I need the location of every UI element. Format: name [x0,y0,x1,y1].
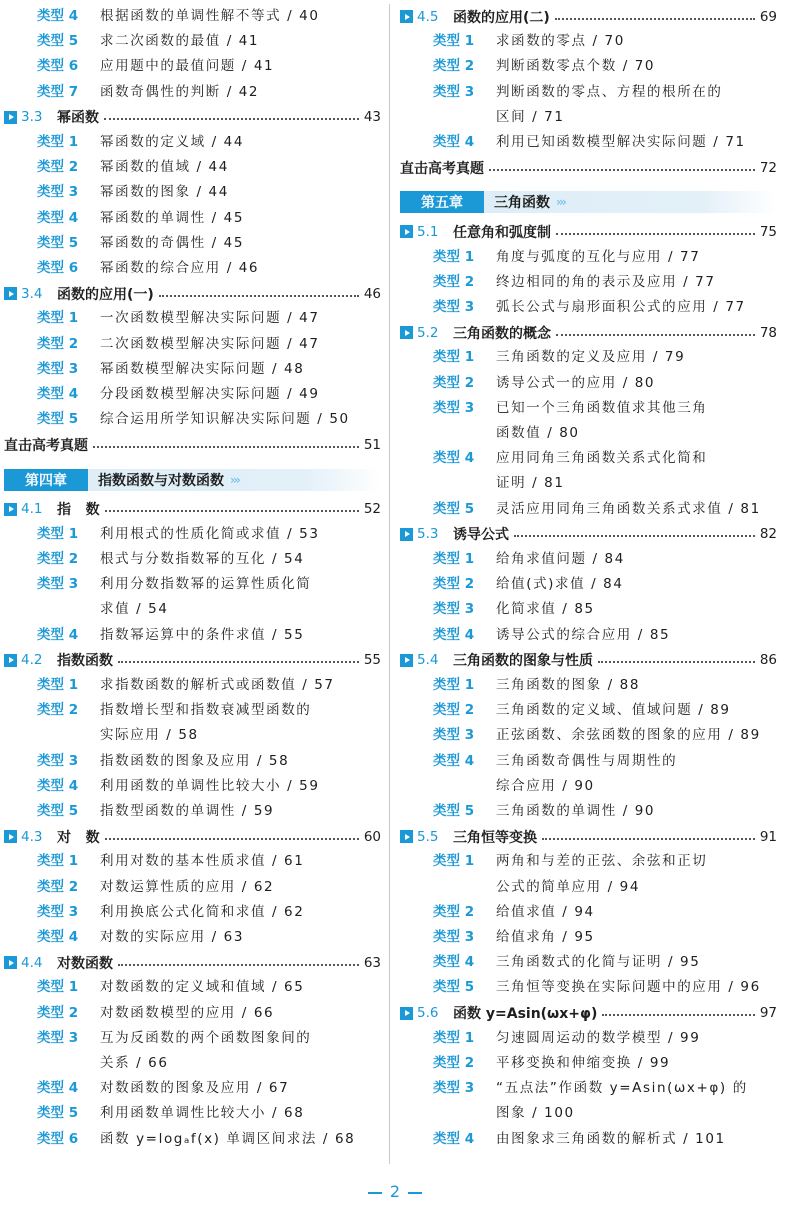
type-text: 一次函数模型解决实际问题 / 47 [100,310,320,327]
type-entry[interactable] [400,1127,777,1152]
dot-leader [118,661,359,663]
section-page: 82 [759,526,777,543]
section-heading-s44[interactable] [4,950,381,975]
type-text: 三角函数的单调性 / 90 [496,803,656,819]
type-label: 类型 5 [37,411,79,428]
chevron-decoration-icon: ››› [230,472,239,487]
section-page: 97 [759,1005,777,1022]
type-label: 类型 3 [37,576,79,593]
type-text: 三角函数奇偶性与周期性的 综合应用 / 90 [496,752,678,794]
type-text: 三角函数式的化简与证明 / 95 [496,954,701,971]
play-arrow-icon [400,654,413,667]
right-column [400,4,777,1152]
exam-review-page: 51 [363,437,381,454]
chapter-banner [400,191,777,213]
type-entry[interactable] [400,623,777,648]
exam-review-entry[interactable] [400,155,777,180]
type-text: 综合运用所学知识解决实际问题 / 50 [100,411,350,428]
type-entry[interactable] [4,80,381,105]
type-label: 类型 6 [37,58,79,75]
type-text: 幂函数的值域 / 44 [100,159,229,176]
type-entry[interactable] [4,29,381,54]
type-label: 类型 3 [37,184,79,201]
type-entry[interactable] [4,1101,381,1126]
dot-leader [602,1014,754,1016]
type-label: 类型 4 [433,134,475,150]
column-divider [389,4,390,1164]
section-number: 4.1 [21,501,43,518]
type-label: 类型 4 [37,1080,79,1097]
type-text: 指数增长型和指数衰减型函数的 实际应用 / 58 [100,702,312,744]
section-heading-s43[interactable] [4,824,381,849]
type-label: 类型 3 [433,83,475,100]
type-text: 利用已知函数模型解决实际问题 / 71 [496,134,746,150]
type-entry[interactable] [400,54,777,79]
section-title: 三角函数的概念 [453,325,551,342]
dot-leader [556,334,755,336]
type-label: 类型 4 [37,8,79,24]
type-entry[interactable] [4,4,381,29]
type-entry[interactable] [400,698,777,723]
type-text: 根据函数的单调性解不等式 / 40 [100,8,320,24]
type-entry[interactable] [400,799,777,824]
type-entry[interactable] [400,270,777,295]
type-text: 判断函数的零点、方程的根所在的 区间 / 71 [496,83,723,125]
type-entry[interactable] [4,306,381,331]
type-entry[interactable] [400,925,777,950]
section-heading-s33[interactable] [4,105,381,130]
type-text: 幂函数的定义域 / 44 [100,134,245,150]
chapter-label: 第四章 [4,469,88,491]
exam-review-title: 直击高考真题 [400,160,484,177]
section-number: 5.3 [417,526,439,543]
type-text: 求函数的零点 / 70 [496,33,625,50]
type-label: 类型 2 [433,374,475,391]
type-entry[interactable] [4,673,381,698]
type-entry[interactable] [4,155,381,180]
section-heading-s54[interactable] [400,648,777,673]
chapter-title: 三角函数 [494,195,550,212]
type-entry[interactable] [400,572,777,597]
type-text: 由图象求三角函数的解析式 / 101 [496,1130,726,1147]
type-label: 类型 2 [37,1004,79,1021]
type-text: 利用根式的性质化简或求值 / 53 [100,525,320,542]
type-label: 类型 5 [37,1105,79,1122]
play-arrow-icon [4,830,17,843]
exam-review-page: 72 [759,159,777,176]
chapter-banner [4,469,381,491]
section-number: 3.3 [21,109,43,126]
type-entry[interactable] [400,1051,777,1076]
chevron-decoration-icon: ››› [556,195,565,210]
type-text: 应用题中的最值问题 / 41 [100,58,275,75]
type-text: 弧长公式与扇形面积公式的应用 / 77 [496,298,746,315]
type-label: 类型 1 [37,677,79,693]
type-text: 幂函数的单调性 / 45 [100,209,245,226]
type-label: 类型 3 [37,1029,79,1046]
page-number: 2 [389,1182,401,1201]
section-heading-s42[interactable] [4,648,381,673]
section-heading-s34[interactable] [4,281,381,306]
section-number: 4.3 [21,828,43,845]
type-entry[interactable] [4,1026,381,1076]
type-entry[interactable] [400,245,777,270]
play-arrow-icon [400,326,413,339]
type-entry[interactable] [4,231,381,256]
type-label: 类型 5 [37,803,79,820]
section-page: 86 [759,652,777,669]
type-text: 给值求角 / 95 [496,929,595,945]
type-label: 类型 2 [37,702,79,719]
play-arrow-icon [400,10,413,23]
type-label: 类型 2 [433,576,475,593]
section-page: 91 [759,828,777,845]
type-label: 类型 4 [37,626,79,643]
type-label: 类型 1 [37,134,79,150]
type-entry[interactable] [4,180,381,205]
section-page: 52 [363,501,381,518]
type-entry[interactable] [4,1001,381,1026]
type-label: 类型 4 [433,1130,475,1147]
dot-leader [514,535,755,537]
type-label: 类型 3 [433,399,475,416]
section-heading-s41[interactable] [4,497,381,522]
type-text: 利用函数的单调性比较大小 / 59 [100,777,320,794]
type-label: 类型 2 [37,159,79,176]
type-text: 角度与弧度的互化与应用 / 77 [496,248,701,265]
type-entry[interactable] [4,1127,381,1152]
type-label: 类型 4 [37,777,79,794]
type-label: 类型 4 [433,752,475,769]
footer-dash-left [368,1192,382,1194]
type-entry[interactable] [400,597,777,622]
type-entry[interactable] [4,975,381,1000]
section-title: 诱导公式 [453,527,509,544]
section-title: 函数的应用(一) [57,286,154,303]
type-label: 类型 4 [433,954,475,971]
type-label: 类型 5 [37,234,79,251]
type-text: 诱导公式的综合应用 / 85 [496,626,671,643]
type-entry[interactable] [400,975,777,1000]
type-text: 指数函数的图象及应用 / 58 [100,752,290,769]
dot-leader [598,661,755,663]
type-entry[interactable] [4,547,381,572]
type-text: 灵活应用同角三角函数关系式求值 / 81 [496,500,761,517]
section-title: 三角恒等变换 [453,829,537,846]
section-page: 43 [363,109,381,126]
type-entry[interactable] [4,54,381,79]
type-label: 类型 2 [433,273,475,290]
type-entry[interactable] [400,497,777,522]
page-footer [0,1182,790,1201]
section-title: 幂函数 [57,110,99,127]
type-label: 类型 2 [37,335,79,352]
type-text: 对数的实际应用 / 63 [100,929,245,946]
type-entry[interactable] [4,623,381,648]
type-entry[interactable] [400,749,777,799]
type-entry[interactable] [4,875,381,900]
section-number: 5.5 [417,828,439,845]
play-arrow-icon [4,654,17,667]
type-label: 类型 2 [433,58,475,75]
section-page: 75 [759,223,777,240]
type-text: 终边相同的角的表示及应用 / 77 [496,273,716,290]
section-title: 任意角和弧度制 [453,224,551,241]
type-text: 平移变换和伸缩变换 / 99 [496,1055,671,1071]
type-entry[interactable] [4,749,381,774]
type-entry[interactable] [400,396,777,446]
section-page: 69 [759,8,777,25]
type-label: 类型 2 [433,1055,475,1071]
type-label: 类型 2 [433,702,475,719]
type-text: 利用函数单调性比较大小 / 68 [100,1105,305,1122]
section-title: 三角函数的图象与性质 [453,653,593,670]
type-label: 类型 3 [433,929,475,945]
play-arrow-icon [4,956,17,969]
section-title: 指 数 [57,502,100,519]
type-entry[interactable] [4,1076,381,1101]
type-label: 类型 1 [37,310,79,327]
type-label: 类型 1 [433,349,475,366]
type-label: 类型 5 [433,979,475,996]
play-arrow-icon [400,528,413,541]
type-label: 类型 1 [433,676,475,693]
section-heading-s51[interactable] [400,219,777,244]
type-label: 类型 3 [37,903,79,920]
section-number: 4.4 [21,954,43,971]
type-text: 利用换底公式化简和求值 / 62 [100,903,305,920]
section-heading-s45[interactable] [400,4,777,29]
type-text: 三角函数的图象 / 88 [496,676,641,693]
dot-leader [105,510,359,512]
play-arrow-icon [400,830,413,843]
section-number: 4.2 [21,652,43,669]
type-entry[interactable] [400,1076,777,1126]
exam-review-entry[interactable] [4,432,381,457]
type-entry[interactable] [4,849,381,874]
type-label: 类型 4 [433,626,475,643]
type-entry[interactable] [4,206,381,231]
dot-leader [105,838,359,840]
type-label: 类型 4 [37,929,79,946]
type-entry[interactable] [4,522,381,547]
type-text: 给值求值 / 94 [496,903,595,920]
type-entry[interactable] [4,256,381,281]
type-entry[interactable] [4,774,381,799]
section-title: 对 数 [57,829,100,846]
type-text: 对数函数模型的应用 / 66 [100,1004,275,1021]
type-label: 类型 5 [433,803,475,819]
type-text: 指数幂运算中的条件求值 / 55 [100,626,305,643]
section-title: 指数函数 [57,653,113,670]
chapter-title: 指数函数与对数函数 [98,472,224,489]
dot-leader [118,964,359,966]
section-page: 46 [363,285,381,302]
type-label: 类型 7 [37,83,79,100]
type-text: 正弦函数、余弦函数的图象的应用 / 89 [496,727,761,744]
type-label: 类型 1 [37,979,79,996]
type-text: 诱导公式一的应用 / 80 [496,374,656,391]
type-entry[interactable] [4,900,381,925]
type-entry[interactable] [400,950,777,975]
section-heading-s53[interactable] [400,522,777,547]
footer-dash-right [408,1192,422,1194]
dot-leader [104,118,359,120]
left-column [4,4,381,1152]
section-heading-s55[interactable] [400,824,777,849]
type-label: 类型 1 [37,525,79,542]
type-label: 类型 1 [433,1029,475,1046]
type-text: 根式与分数指数幂的互化 / 54 [100,551,305,567]
play-arrow-icon [4,111,17,124]
type-text: 应用同角三角函数关系式化简和 证明 / 81 [496,450,708,492]
section-number: 3.4 [21,285,43,302]
type-text: 分段函数模型解决实际问题 / 49 [100,386,320,403]
type-label: 类型 1 [37,853,79,870]
type-text: 幂函数的图象 / 44 [100,184,229,201]
section-number: 5.4 [417,652,439,669]
type-entry[interactable] [4,572,381,622]
dot-leader [93,446,359,448]
section-number: 5.6 [417,1005,439,1022]
type-label: 类型 4 [37,386,79,403]
type-text: 函数奇偶性的判断 / 42 [100,83,260,100]
type-text: 给角求值问题 / 84 [496,550,625,567]
type-label: 类型 1 [433,550,475,567]
section-page: 78 [759,324,777,341]
type-text: 已知一个三角函数值求其他三角 函数值 / 80 [496,399,708,441]
type-entry[interactable] [4,332,381,357]
type-text: 求二次函数的最值 / 41 [100,33,260,50]
section-page: 55 [363,652,381,669]
type-text: 指数型函数的单调性 / 59 [100,803,275,820]
type-text: 匀速圆周运动的数学模型 / 99 [496,1029,701,1046]
dot-leader [556,233,755,235]
type-label: 类型 3 [433,727,475,744]
type-label: 类型 3 [37,360,79,377]
type-label: 类型 5 [37,33,79,50]
type-text: 二次函数模型解决实际问题 / 47 [100,335,320,352]
type-label: 类型 6 [37,1130,79,1147]
type-text: 利用分数指数幂的运算性质化简 求值 / 54 [100,576,312,618]
type-entry[interactable] [400,1026,777,1051]
exam-review-title: 直击高考真题 [4,438,88,455]
type-entry[interactable] [400,295,777,320]
type-label: 类型 3 [433,298,475,315]
type-text: 判断函数零点个数 / 70 [496,58,656,75]
type-entry[interactable] [4,925,381,950]
type-label: 类型 1 [433,248,475,265]
type-label: 类型 2 [433,903,475,920]
type-entry[interactable] [4,130,381,155]
type-text: 利用对数的基本性质求值 / 61 [100,853,305,870]
chapter-label: 第五章 [400,191,484,213]
type-entry[interactable] [400,371,777,396]
type-label: 类型 3 [433,1080,475,1097]
type-entry[interactable] [4,382,381,407]
type-entry[interactable] [400,547,777,572]
type-entry[interactable] [4,407,381,432]
play-arrow-icon [4,503,17,516]
type-label: 类型 6 [37,260,79,277]
type-entry[interactable] [400,130,777,155]
type-text: 三角函数的定义及应用 / 79 [496,349,686,366]
section-title: 函数 y=Asin(ωx+φ) [453,1006,598,1023]
dot-leader [159,295,359,297]
dot-leader [555,18,755,20]
type-entry[interactable] [400,900,777,925]
section-number: 5.1 [417,223,439,240]
type-entry[interactable] [400,29,777,54]
section-title: 对数函数 [57,955,113,972]
section-page: 63 [363,954,381,971]
type-text: 对数函数的图象及应用 / 67 [100,1080,290,1097]
play-arrow-icon [400,225,413,238]
section-page: 60 [363,828,381,845]
type-entry[interactable] [400,80,777,130]
type-entry[interactable] [400,446,777,496]
play-arrow-icon [400,1007,413,1020]
type-entry[interactable] [400,345,777,370]
type-entry[interactable] [4,357,381,382]
section-title: 函数的应用(二) [453,9,550,26]
type-text: 对数函数的定义域和值域 / 65 [100,979,305,996]
type-entry[interactable] [400,849,777,899]
type-text: 三角恒等变换在实际问题中的应用 / 96 [496,979,761,996]
type-text: 互为反函数的两个函数图象间的 关系 / 66 [100,1029,312,1072]
type-label: 类型 4 [37,209,79,226]
section-number: 5.2 [417,324,439,341]
type-text: 化简求值 / 85 [496,601,595,618]
play-arrow-icon [4,287,17,300]
type-label: 类型 2 [37,551,79,567]
type-label: 类型 2 [37,878,79,895]
type-label: 类型 1 [433,853,475,870]
type-label: 类型 3 [433,601,475,618]
type-entry[interactable] [4,799,381,824]
type-text: 三角函数的定义域、值域问题 / 89 [496,702,731,719]
type-label: 类型 1 [433,33,475,50]
section-heading-s56[interactable] [400,1001,777,1026]
type-text: 幂函数的奇偶性 / 45 [100,234,245,251]
type-label: 类型 5 [433,500,475,517]
type-text: 幂函数的综合应用 / 46 [100,260,260,277]
type-text: 给值(式)求值 / 84 [496,576,624,593]
type-text: “五点法”作函数 y=Asin(ωx+φ) 的 图象 / 100 [496,1080,748,1122]
type-entry[interactable] [4,698,381,748]
type-text: 求指数函数的解析式或函数值 / 57 [100,677,335,693]
dot-leader [489,169,755,171]
type-label: 类型 4 [433,450,475,467]
type-text: 函数 y=logₐf(x) 单调区间求法 / 68 [100,1130,356,1147]
type-text: 两角和与差的正弦、余弦和正切 公式的简单应用 / 94 [496,853,708,895]
type-entry[interactable] [400,723,777,748]
type-text: 幂函数模型解决实际问题 / 48 [100,360,305,377]
type-text: 对数运算性质的应用 / 62 [100,878,275,895]
type-label: 类型 3 [37,752,79,769]
section-heading-s52[interactable] [400,320,777,345]
dot-leader [542,838,755,840]
type-entry[interactable] [400,673,777,698]
section-number: 4.5 [417,8,439,25]
